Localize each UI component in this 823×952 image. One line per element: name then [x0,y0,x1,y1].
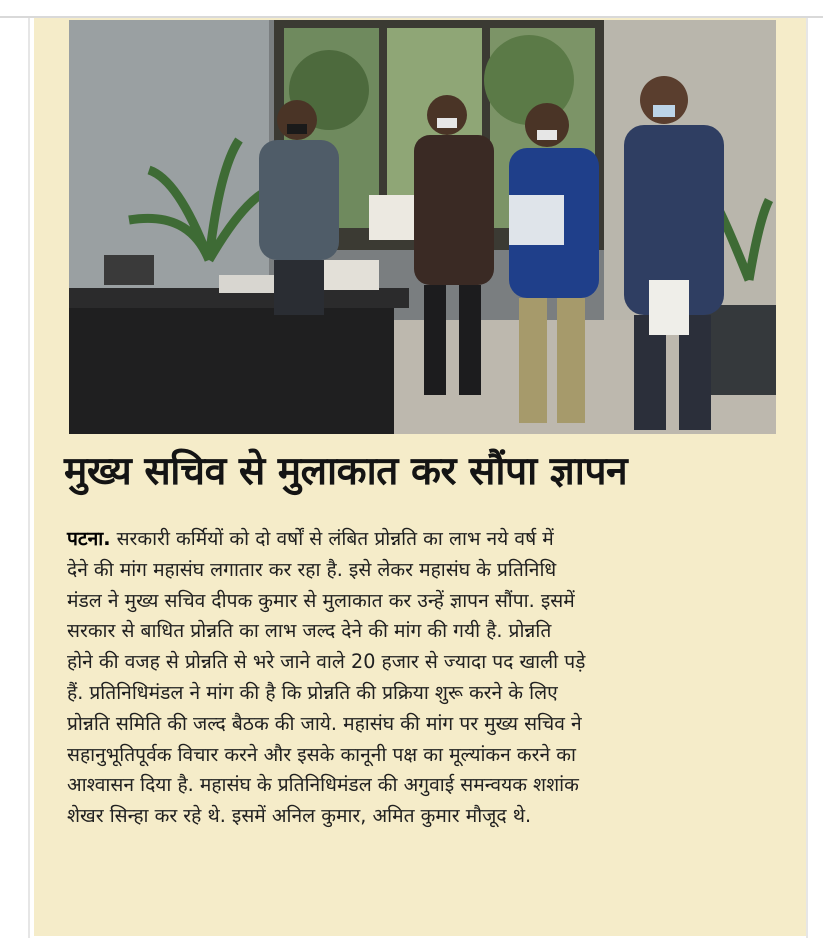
photo-illustration [69,20,776,434]
article-line-2: देने की मांग महासंघ लगातार कर रहा है. इसे लेकर महासंघ के प्रतिनिधि [67,557,557,581]
article-line-1-text: सरकारी कर्मियों को दो वर्षों से लंबित प्रोन्नति का लाभ नये वर्ष में [110,527,554,550]
article-line-7: प्रोन्नति समिति की जल्द बैठक की जाये. महासंघ की मांग पर मुख्य सचिव ने [67,711,582,735]
news-photo [69,20,776,434]
article-line-9: आश्वासन दिया है. महासंघ के प्रतिनिधिमंडल की अगुवाई समन्वयक शशांक [67,773,579,797]
article-body [67,524,787,832]
article-line-1 [67,524,787,555]
article-line-3: मंडल ने मुख्य सचिव दीपक कुमार से मुलाकात कर उन्हें ज्ञापन सौंपा. इसमें [67,588,575,612]
article-line-6: हैं. प्रतिनिधिमंडल ने मांग की है कि प्रोन्नति की प्रक्रिया शुरू करने के लिए [67,680,558,704]
page-right-divider [806,18,808,938]
article-line-5: होने की वजह से प्रोन्नति से भरे जाने वाले 20 हजार से ज्यादा पद खाली पड़े [67,650,586,674]
article-line-4: सरकार से बाधित प्रोन्नति का लाभ जल्द देने की मांग की गयी है. प्रोन्नति [67,619,552,643]
dateline: पटना. [67,527,111,550]
article-line-10: शेखर सिन्हा कर रहे थे. इसमें अनिल कुमार, अमित कुमार मौजूद थे. [67,804,532,828]
headline: मुख्य सचिव से मुलाकात कर सौंपा ज्ञापन [64,449,628,494]
page-left-divider [28,18,30,938]
newspaper-clipping [34,18,806,936]
article-line-8: सहानुभूतिपूर्वक विचार करने और इसके कानूनी पक्ष का मूल्यांकन करने का [67,742,576,766]
